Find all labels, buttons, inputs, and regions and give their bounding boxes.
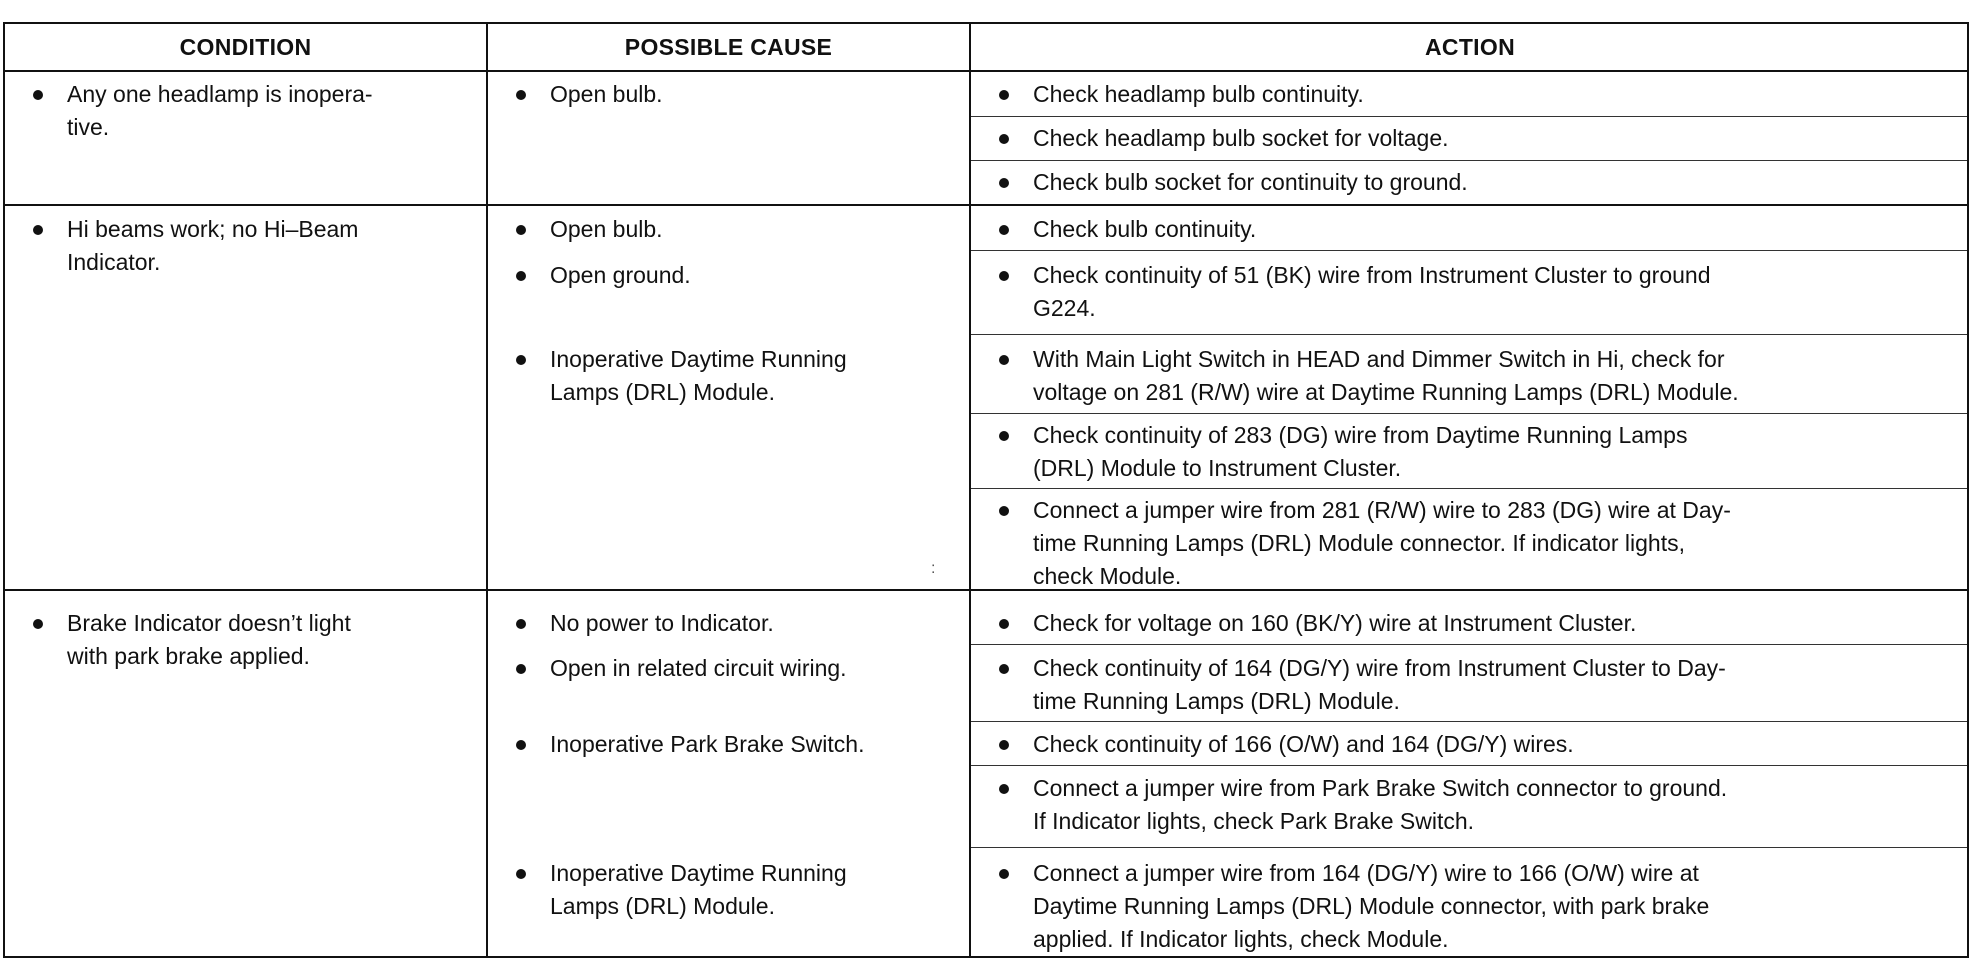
bullet-icon [516,664,526,674]
bullet-icon [516,619,526,629]
action-line: Check continuity of 166 (O/W) and 164 (DG/Y) wires. [1033,731,1574,757]
condition-line: Hi beams work; no Hi–Beam [67,216,359,242]
action-line: (DRL) Module to Instrument Cluster. [1033,455,1402,481]
bullet-icon [999,784,1009,794]
bullet-icon [999,619,1009,629]
bullet-icon [516,271,526,281]
bullet-icon [33,619,43,629]
bullet-icon [516,869,526,879]
action-line: Check bulb socket for continuity to ground. [1033,169,1468,195]
header-action: ACTION [1425,33,1515,60]
action-line: If Indicator lights, check Park Brake Switch. [1033,808,1475,834]
header-divider [5,70,1967,72]
action-separator [971,413,1967,414]
condition-line: Indicator. [67,249,161,275]
bullet-icon [999,740,1009,750]
bullet-icon [999,664,1009,674]
action-line: Connect a jumper wire from Park Brake Switch connector to ground. [1033,775,1728,801]
action-line: Check headlamp bulb continuity. [1033,81,1364,107]
bullet-icon [999,431,1009,441]
condition-line: Brake Indicator doesn’t light [67,610,351,636]
action-separator [971,250,1967,251]
bullet-icon [999,225,1009,235]
cause-line: Inoperative Daytime Running [550,860,847,886]
cause-line: Open ground. [550,262,691,288]
action-line: Check continuity of 51 (BK) wire from Instrument Cluster to ground [1033,262,1711,288]
action-line: Connect a jumper wire from 281 (R/W) wire to 283 (DG) wire at Day- [1033,497,1731,523]
bullet-icon [516,225,526,235]
action-line: check Module. [1033,563,1182,589]
bullet-icon [999,134,1009,144]
action-line: Check continuity of 164 (DG/Y) wire from Instrument Cluster to Day- [1033,655,1726,681]
action-separator [971,765,1967,766]
action-line: Check continuity of 283 (DG) wire from Daytime Running Lamps [1033,422,1688,448]
cause-line: No power to Indicator. [550,610,774,636]
action-line: With Main Light Switch in HEAD and Dimmer Switch in Hi, check for [1033,346,1725,372]
action-line: time Running Lamps (DRL) Module. [1033,688,1400,714]
action-separator [971,644,1967,645]
row-divider [5,204,1967,206]
action-separator [971,160,1967,161]
bullet-icon [516,740,526,750]
action-line: Daytime Running Lamps (DRL) Module connector, with park brake [1033,893,1710,919]
action-line: Connect a jumper wire from 164 (DG/Y) wire to 166 (O/W) wire at [1033,860,1699,886]
bullet-icon [999,271,1009,281]
bullet-icon [516,355,526,365]
action-line: Check headlamp bulb socket for voltage. [1033,125,1449,151]
bullet-icon [999,178,1009,188]
action-separator [971,334,1967,335]
action-line: Check for voltage on 160 (BK/Y) wire at Instrument Cluster. [1033,610,1637,636]
header-possible-cause: POSSIBLE CAUSE [624,33,833,60]
cause-line: Lamps (DRL) Module. [550,893,775,919]
action-separator [971,847,1967,848]
cause-line: Open in related circuit wiring. [550,655,847,681]
action-separator [971,116,1967,117]
bullet-icon [999,506,1009,516]
column-divider [969,24,971,956]
bullet-icon [999,90,1009,100]
cause-line: Open bulb. [550,216,663,242]
cause-line: Inoperative Park Brake Switch. [550,731,865,757]
cause-line: Lamps (DRL) Module. [550,379,775,405]
cause-line: Inoperative Daytime Running [550,346,847,372]
bullet-icon [33,90,43,100]
condition-line: Any one headlamp is inopera- [67,81,373,107]
action-line: time Running Lamps (DRL) Module connector. If indicator lights, [1033,530,1685,556]
action-line: applied. If Indicator lights, check Module. [1033,926,1449,952]
action-separator [971,721,1967,722]
bullet-icon [999,355,1009,365]
bullet-icon [999,869,1009,879]
action-separator [971,488,1967,489]
bullet-icon [33,225,43,235]
diagnosis-table [3,22,1969,958]
action-line: Check bulb continuity. [1033,216,1257,242]
condition-line: with park brake applied. [67,643,310,669]
bullet-icon [516,90,526,100]
condition-line: tive. [67,114,110,140]
header-condition: CONDITION [179,33,312,60]
cause-line: Open bulb. [550,81,663,107]
action-line: G224. [1033,295,1096,321]
scan-speck: : [931,560,936,577]
action-line: voltage on 281 (R/W) wire at Daytime Running Lamps (DRL) Module. [1033,379,1739,405]
column-divider [486,24,488,956]
